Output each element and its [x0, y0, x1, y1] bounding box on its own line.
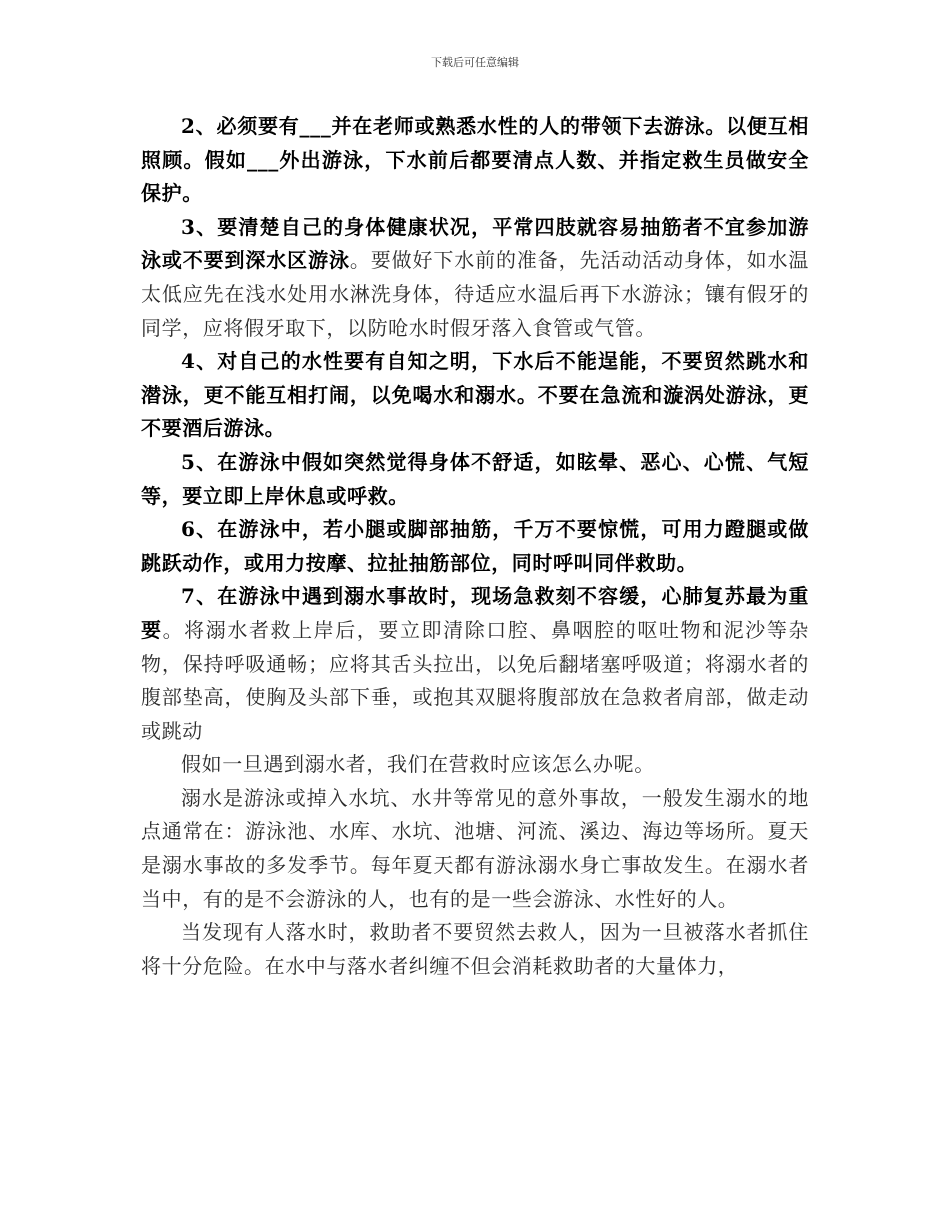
- bold-text: 4、对自己的水性要有自知之明，下水后不能逞能，不要贸然跳水和潜泳，更不能互相打闹，以免喝水和溺水。不要在急流和漩涡处游泳，更不要酒后游泳。: [141, 349, 809, 441]
- bold-text: 2、必须要有___并在老师或熟悉水性的人的带领下去游泳。以便互相照顾。假如___外出游泳，下水前后都要清点人数、并指定救生员做安全保护。: [141, 114, 809, 206]
- normal-text: 。要做好下水前的准备，先活动活动身体，如水温太低应先在浅水处用水淋洗身体，待适应水温后再下水游泳；镶有假牙的同学，应将假牙取下，以防呛水时假牙落入食管或气管。: [141, 248, 810, 340]
- paragraph-rule-7: [141, 580, 809, 748]
- paragraph-rescue-advice: [141, 916, 809, 983]
- document-body: [141, 110, 809, 983]
- bold-text: 3、要清楚自己的身体健康状况，平常四肢就容易抽筋者不宜参加游泳或不要到深水区游泳: [141, 214, 809, 273]
- paragraph-rule-2: [141, 110, 809, 211]
- paragraph-rule-5: [141, 446, 809, 513]
- paragraph-rule-4: [141, 345, 809, 446]
- normal-text: 溺水是游泳或掉入水坑、水井等常见的意外事故，一般发生溺水的地点通常在：游泳池、水库、水坑、池塘、河流、溪边、海边等场所。夏天是溺水事故的多发季节。每年夏天都有游泳溺水身亡事故发生。在溺水者当中，有的是不会游泳的人，也有的是一些会游泳、水性好的人。: [141, 785, 809, 911]
- paragraph-rule-6: [141, 513, 809, 580]
- normal-text: 。将溺水者救上岸后，要立即清除口腔、鼻咽腔的呕吐物和泥沙等杂物，保持呼吸通畅；应将其舌头拉出，以免后翻堵塞呼吸道；将溺水者的腹部垫高，使胸及头部下垂，或抱其双腿将腹部放在急救者肩部，做走动或跳动: [141, 617, 810, 743]
- bold-text: 5、在游泳中假如突然觉得身体不舒适，如眩晕、恶心、心慌、气短等，要立即上岸休息或呼救。: [141, 449, 809, 508]
- bold-text: 6、在游泳中，若小腿或脚部抽筋，千万不要惊慌，可用力蹬腿或做跳跃动作，或用力按摩、拉扯抽筋部位，同时呼叫同伴救助。: [141, 517, 809, 575]
- normal-text: 假如一旦遇到溺水者，我们在营救时应该怎么办呢。: [181, 752, 655, 777]
- normal-text: 当发现有人落水时，救助者不要贸然去救人，因为一旦被落水者抓住将十分危险。在水中与落水者纠缠不但会消耗救助者的大量体力，: [141, 920, 809, 978]
- paragraph-rule-3: [141, 211, 809, 345]
- page-header: 下载后可任意编辑: [431, 56, 519, 69]
- paragraph-drowning-overview: [141, 782, 809, 916]
- paragraph-rescue-question: [141, 748, 809, 782]
- bold-text: 7、在游泳中遇到溺水事故时，现场急救刻不容缓，心肺复苏最为重要: [141, 584, 809, 642]
